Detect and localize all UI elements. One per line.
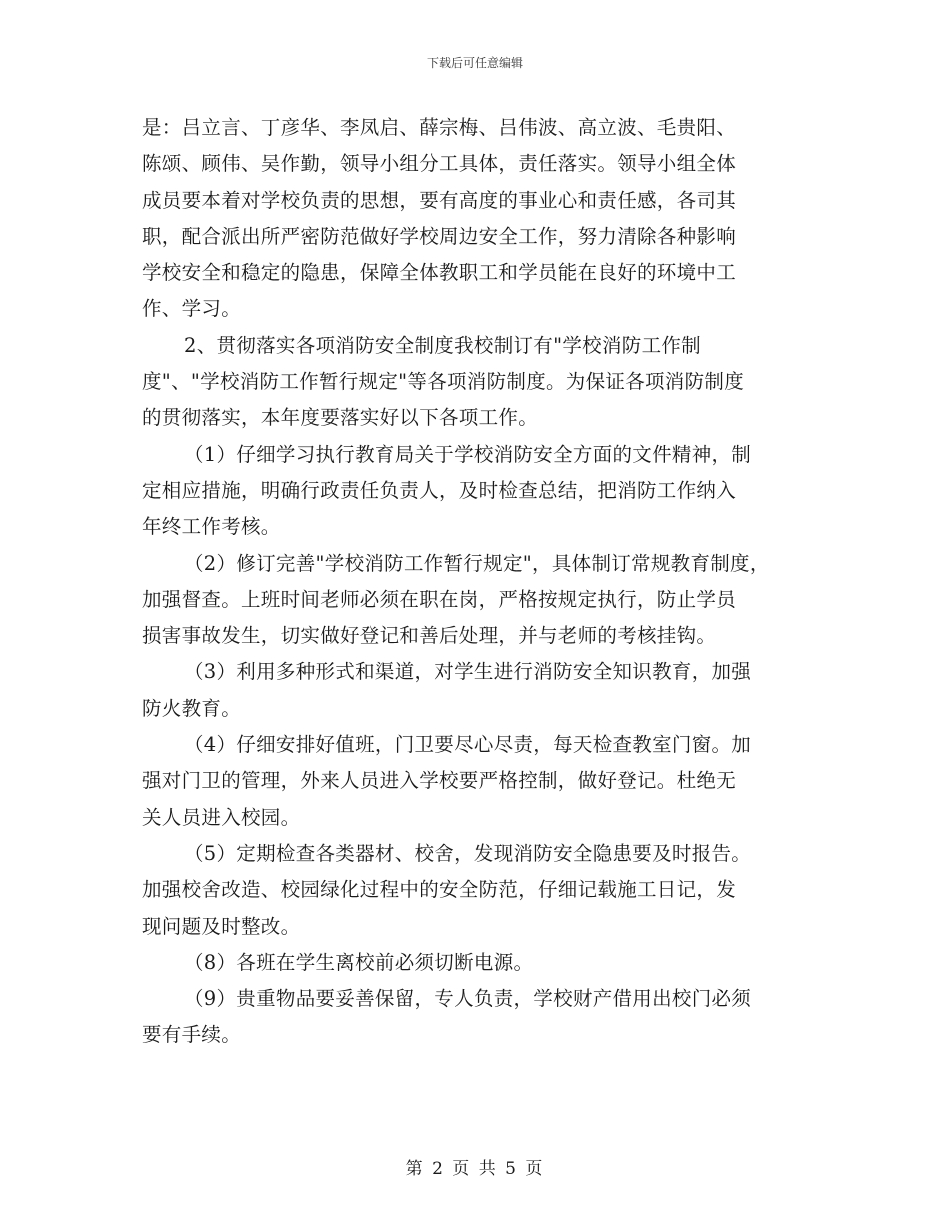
document-body <box>142 110 812 1054</box>
text-line: 年终工作考核。 <box>142 515 281 539</box>
text-line: 成员要本着对学校负责的思想，要有高度的事业心和责任感，各司其 <box>142 188 737 212</box>
text-line: 是：吕立言、丁彦华、李凤启、薛宗梅、吕伟波、高立波、毛贵阳、 <box>142 116 737 139</box>
text-line: 职，配合派出所严密防范做好学校周边安全工作，努力清除各种影响 <box>142 224 737 248</box>
list-item-2: （2）修订完善"学校消防工作暂行规定"，具体制订常规教育制度， <box>184 551 770 575</box>
list-item-1: （1）仔细学习执行教育局关于学校消防安全方面的文件精神，制 <box>184 442 752 466</box>
text-line: 防火教育。 <box>142 696 242 720</box>
list-item-9: （9）贵重物品要妥善保留，专人负责，学校财产借用出校门必须 <box>184 987 752 1011</box>
page-number-footer: 第 2 页 共 5 页 <box>405 1159 545 1179</box>
text-line: 关人员进入校园。 <box>142 805 301 829</box>
list-item-8: （8）各班在学生离校前必须切断电源。 <box>184 950 534 974</box>
text-line: 陈颂、顾伟、吴作勤，领导小组分工具体，责任落实。领导小组全体 <box>142 152 737 176</box>
text-line: 加强校舍改造、校园绿化过程中的安全防范，仔细记载施工日记，发 <box>142 878 737 902</box>
text-line: 学校安全和稳定的隐患，保障全体教职工和学员能在良好的环境中工 <box>142 261 737 285</box>
text-line: 现问题及时整改。 <box>142 914 301 938</box>
text-line: 定相应措施，明确行政责任负责人，及时检查总结，把消防工作纳入 <box>142 478 737 502</box>
text-line: 的贯彻落实，本年度要落实好以下各项工作。 <box>142 406 539 430</box>
list-item-3: （3）利用多种形式和渠道，对学生进行消防安全知识教育，加强 <box>184 660 752 684</box>
text-line: 度"、"学校消防工作暂行规定"等各项消防制度。为保证各项消防制度 <box>142 370 745 394</box>
text-line: 加强督查。上班时间老师必须在职在岗，严格按规定执行，防止学员 <box>142 587 737 611</box>
text-line: 强对门卫的管理，外来人员进入学校要严格控制，做好登记。杜绝无 <box>142 769 737 793</box>
text-line: 要有手续。 <box>142 1023 242 1047</box>
list-item-5: （5）定期检查各类器材、校舍，发现消防安全隐患要及时报告。 <box>184 841 752 865</box>
text-line: 作、学习。 <box>142 297 242 321</box>
page-header-note: 下载后可任意编辑 <box>426 56 523 70</box>
paragraph-heading-2: 2、贯彻落实各项消防安全制度我校制订有"学校消防工作制 <box>184 333 701 357</box>
list-item-4: （4）仔细安排好值班，门卫要尽心尽责，每天检查教室门窗。加 <box>184 733 752 757</box>
text-line: 损害事故发生，切实做好登记和善后处理，并与老师的考核挂钩。 <box>142 624 717 648</box>
